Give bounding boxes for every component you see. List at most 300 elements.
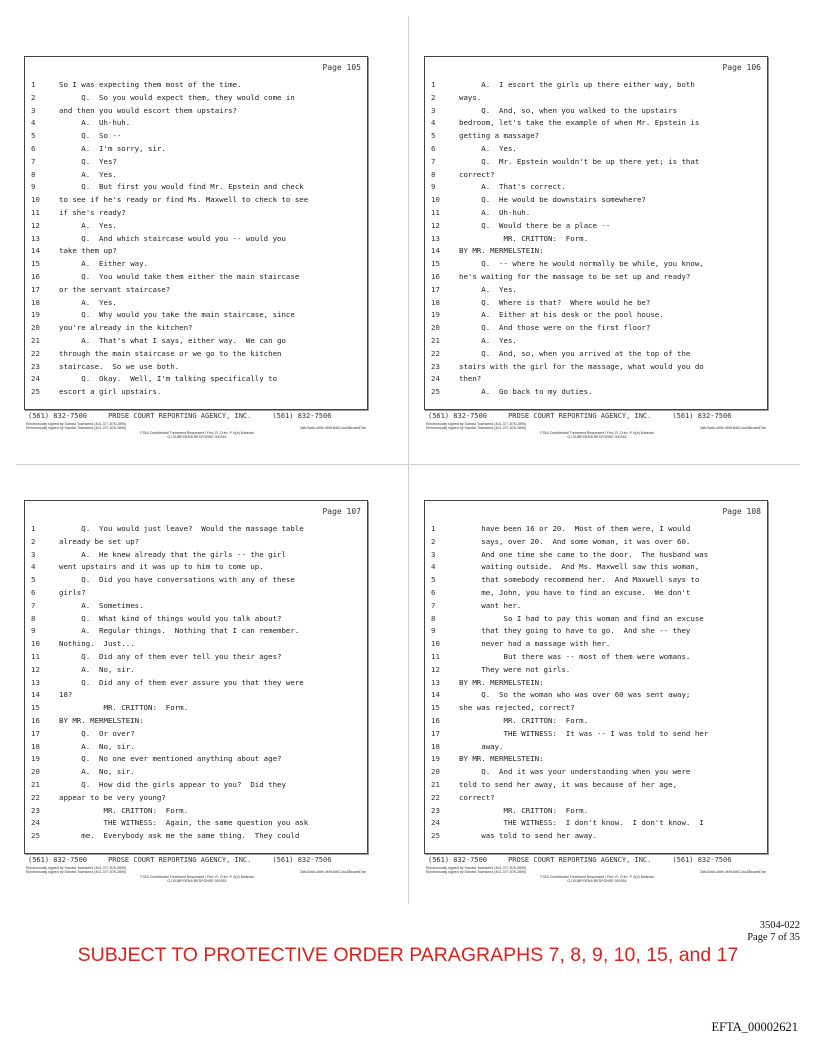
line-text: BY MR. MERMELSTEIN: bbox=[459, 677, 544, 687]
line-text: Q. Mr. Epstein wouldn't be up there yet; is that bbox=[459, 156, 700, 166]
line-text: Q. -- where he would normally be while, you know, bbox=[459, 259, 704, 269]
line-text: then? bbox=[459, 374, 482, 384]
line-number: 24 bbox=[431, 374, 440, 384]
transcript-line bbox=[25, 805, 367, 818]
line-number: 18 bbox=[431, 297, 440, 307]
line-number: 20 bbox=[31, 323, 40, 333]
line-text: Q. And, so, when you arrived at the top of the bbox=[459, 348, 691, 358]
signature-line: Electronically signed by Sandra Townsend (401-377-676-2890) bbox=[26, 870, 127, 875]
bates-stamp bbox=[747, 920, 800, 944]
line-text: Q. And, so, when you walked to the upstairs bbox=[459, 105, 678, 115]
line-number: 8 bbox=[31, 169, 36, 179]
line-number: 18 bbox=[31, 741, 40, 751]
transcript-line bbox=[25, 574, 367, 587]
subpoena-response: GJ SUBPOENA RESPONSE 000364 bbox=[567, 879, 627, 884]
line-text: you're already in the kitchen? bbox=[59, 323, 193, 333]
line-text: MR. CRITTON: Form. bbox=[59, 703, 189, 713]
transcript-line bbox=[25, 335, 367, 348]
line-text: bedroom, let's take the example of when Mr. Epstein is bbox=[459, 118, 700, 128]
transcript-line bbox=[425, 92, 767, 105]
line-number: 11 bbox=[431, 651, 440, 661]
line-text: Q. So -- bbox=[59, 131, 122, 141]
line-number: 22 bbox=[31, 792, 40, 802]
line-text: away. bbox=[459, 741, 504, 751]
line-text: take them up? bbox=[59, 246, 117, 256]
line-text: he's waiting for the massage to be set up and ready? bbox=[459, 271, 691, 281]
signature-line: Electronically signed by Sandra Townsend (401-377-676-2890) bbox=[426, 870, 527, 875]
line-number: 14 bbox=[31, 690, 40, 700]
line-number: 2 bbox=[431, 536, 436, 546]
line-text: that they going to have to go. And she -- they bbox=[459, 626, 691, 636]
line-list bbox=[25, 79, 367, 399]
line-number: 21 bbox=[431, 779, 440, 789]
line-text: Q. How did the girls appear to you? Did they bbox=[59, 779, 286, 789]
line-text: Q. Or over? bbox=[59, 728, 135, 738]
line-number: 11 bbox=[31, 651, 40, 661]
line-text: Q. Where is that? Where would he be? bbox=[459, 297, 651, 307]
foia-notice: FOIA Confidential Treatment Requested / Fed. R. Crim. P. 6(e) Material bbox=[140, 874, 254, 879]
transcript-line bbox=[425, 728, 767, 741]
line-number: 4 bbox=[431, 118, 436, 128]
line-text: A. No, sir. bbox=[59, 741, 135, 751]
transcript-line bbox=[25, 258, 367, 271]
line-text: A. He knew already that the girls -- the girl bbox=[59, 549, 286, 559]
transcript-line bbox=[25, 284, 367, 297]
transcript-line bbox=[425, 284, 767, 297]
line-list bbox=[25, 523, 367, 843]
line-number: 7 bbox=[31, 600, 36, 610]
line-text: Q. Did any of them ever tell you their ages? bbox=[59, 651, 282, 661]
transcript-line bbox=[25, 715, 367, 728]
line-number: 12 bbox=[31, 664, 40, 674]
line-number: 10 bbox=[431, 195, 440, 205]
line-number: 14 bbox=[431, 690, 440, 700]
transcript-line bbox=[25, 361, 367, 374]
transcript-line bbox=[25, 651, 367, 664]
signature-line: Electronically signed by Sandra Townsend (401-377-676-2890) bbox=[26, 426, 127, 431]
transcript-line bbox=[25, 702, 367, 715]
line-text: want her. bbox=[459, 600, 522, 610]
line-number: 11 bbox=[431, 207, 440, 217]
transcript-line bbox=[425, 105, 767, 118]
line-text: and then you would escort them upstairs? bbox=[59, 105, 237, 115]
line-text: to see if he's ready or find Ms. Maxwell to check to see bbox=[59, 195, 309, 205]
transcript-line bbox=[25, 677, 367, 690]
line-number: 9 bbox=[31, 626, 36, 636]
line-text: A. Yes. bbox=[459, 335, 517, 345]
line-number: 13 bbox=[431, 233, 440, 243]
transcript-line bbox=[425, 702, 767, 715]
line-text: And one time she came to the door. The husband was bbox=[459, 549, 709, 559]
line-number: 2 bbox=[31, 92, 36, 102]
line-text: So I had to pay this woman and find an excuse bbox=[459, 613, 704, 623]
signature-line: Electronically signed by Sandra Townsend (401-377-676-2890) bbox=[426, 866, 527, 870]
line-number: 15 bbox=[31, 703, 40, 713]
transcript-page bbox=[424, 500, 768, 884]
transcript-line bbox=[425, 194, 767, 207]
transcript-line bbox=[25, 561, 367, 574]
line-number: 4 bbox=[31, 118, 36, 128]
line-number: 16 bbox=[431, 271, 440, 281]
transcript-line bbox=[425, 651, 767, 664]
line-number: 9 bbox=[431, 182, 436, 192]
line-text: Q. Did any of them ever assure you that they were bbox=[59, 677, 304, 687]
line-number: 22 bbox=[431, 792, 440, 802]
line-number: 9 bbox=[31, 182, 36, 192]
line-number: 19 bbox=[431, 310, 440, 320]
subpoena-response: GJ SUBPOENA RESPONSE 000362 bbox=[567, 435, 627, 440]
line-text: Q. And which staircase would you -- would you bbox=[59, 233, 286, 243]
line-number: 24 bbox=[31, 374, 40, 384]
transcript-line bbox=[425, 361, 767, 374]
line-text: THE WITNESS: I don't know. I don't know. I bbox=[459, 818, 704, 828]
signature-line: Electronically signed by Sandra Townsend (401-377-676-2890) bbox=[26, 866, 127, 870]
foia-notice: FOIA Confidential Treatment Requested / Fed. R. Crim. P. 6(e) Material bbox=[540, 430, 654, 435]
reporter-footer: (561) 832-7500 PROSE COURT REPORTING AGENCY, INC. (561) 832-7506 bbox=[28, 856, 332, 864]
transcript-line bbox=[25, 728, 367, 741]
line-number: 4 bbox=[31, 562, 36, 572]
transcript-line bbox=[25, 600, 367, 613]
line-number: 7 bbox=[31, 156, 36, 166]
transcript-line bbox=[425, 297, 767, 310]
line-number: 15 bbox=[31, 259, 40, 269]
page-frame bbox=[424, 500, 768, 854]
transcript-line bbox=[25, 549, 367, 562]
line-number: 10 bbox=[31, 195, 40, 205]
line-text: getting a massage? bbox=[459, 131, 540, 141]
transcript-line bbox=[25, 523, 367, 536]
transcript-line bbox=[25, 271, 367, 284]
line-number: 21 bbox=[31, 335, 40, 345]
transcript-page bbox=[24, 56, 368, 440]
line-text: escort a girl upstairs. bbox=[59, 387, 162, 397]
line-text: through the main staircase or we go to the kitchen bbox=[59, 348, 282, 358]
line-number: 13 bbox=[31, 233, 40, 243]
transcript-line bbox=[425, 664, 767, 677]
line-text: They were not girls. bbox=[459, 664, 571, 674]
transcript-line bbox=[425, 587, 767, 600]
line-text: A. Yes. bbox=[59, 297, 117, 307]
page-number: Page 107 bbox=[322, 507, 361, 516]
line-text: Q. So the woman who was over 60 was sent away; bbox=[459, 690, 691, 700]
transcript-line bbox=[425, 766, 767, 779]
line-text: Q. Did you have conversations with any of these bbox=[59, 575, 295, 585]
transcript-line bbox=[25, 779, 367, 792]
reporter-footer: (561) 832-7500 PROSE COURT REPORTING AGENCY, INC. (561) 832-7506 bbox=[428, 412, 732, 420]
line-text: A. Yes. bbox=[59, 169, 117, 179]
line-number: 23 bbox=[431, 805, 440, 815]
transcript-line bbox=[425, 715, 767, 728]
line-number: 14 bbox=[31, 246, 40, 256]
line-text: BY MR. MERMELSTEIN: bbox=[59, 715, 144, 725]
line-number: 5 bbox=[31, 131, 36, 141]
line-text: Nothing. Just... bbox=[59, 639, 135, 649]
line-number: 23 bbox=[431, 361, 440, 371]
subpoena-response: GJ SUBPOENA RESPONSE 000361 bbox=[167, 435, 227, 440]
transcript-line bbox=[25, 156, 367, 169]
line-text: BY MR. MERMELSTEIN: bbox=[459, 754, 544, 764]
transcript-line bbox=[425, 335, 767, 348]
line-number: 2 bbox=[31, 536, 36, 546]
line-text: A. Either way. bbox=[59, 259, 148, 269]
transcript-line bbox=[25, 79, 367, 92]
line-text: A. That's what I says, either way. We can go bbox=[59, 335, 286, 345]
line-number: 8 bbox=[31, 613, 36, 623]
line-number: 15 bbox=[431, 259, 440, 269]
transcript-page bbox=[424, 56, 768, 440]
line-number: 3 bbox=[31, 105, 36, 115]
line-number: 18 bbox=[31, 297, 40, 307]
vertical-divider bbox=[408, 16, 409, 904]
line-text: Q. You would take them either the main staircase bbox=[59, 271, 300, 281]
signature-block bbox=[426, 866, 768, 884]
line-text: A. No, sir. bbox=[59, 664, 135, 674]
line-number: 24 bbox=[431, 818, 440, 828]
transcript-line bbox=[425, 130, 767, 143]
transcript-sheet bbox=[16, 16, 800, 904]
line-number: 1 bbox=[431, 524, 436, 533]
line-number: 25 bbox=[31, 387, 40, 397]
line-number: 16 bbox=[431, 715, 440, 725]
line-number: 5 bbox=[431, 131, 436, 141]
transcript-line bbox=[25, 348, 367, 361]
bates-page: Page 7 of 35 bbox=[747, 932, 800, 943]
line-number: 6 bbox=[431, 143, 436, 153]
line-number: 3 bbox=[431, 105, 436, 115]
transcript-line bbox=[425, 779, 767, 792]
line-text: A. Go back to my duties. bbox=[459, 387, 593, 397]
line-number: 10 bbox=[431, 639, 440, 649]
transcript-line bbox=[425, 181, 767, 194]
transcript-line bbox=[425, 169, 767, 182]
transcript-line bbox=[25, 753, 367, 766]
transcript-line bbox=[425, 613, 767, 626]
line-number: 3 bbox=[31, 549, 36, 559]
line-text: BY MR. MERMELSTEIN: bbox=[459, 246, 544, 256]
transcript-line bbox=[425, 677, 767, 690]
line-number: 7 bbox=[431, 156, 436, 166]
line-text: already be set up? bbox=[59, 536, 140, 546]
line-number: 17 bbox=[431, 728, 440, 738]
line-text: A. I escort the girls up there either way, both bbox=[459, 80, 695, 89]
transcript-line bbox=[425, 689, 767, 702]
transcript-line bbox=[425, 523, 767, 536]
transcript-line bbox=[25, 130, 367, 143]
line-number: 20 bbox=[431, 323, 440, 333]
page-number: Page 105 bbox=[322, 63, 361, 72]
transcript-line bbox=[425, 805, 767, 818]
transcript-line bbox=[425, 536, 767, 549]
transcript-line bbox=[25, 220, 367, 233]
transcript-line bbox=[25, 309, 367, 322]
line-number: 6 bbox=[431, 587, 436, 597]
line-number: 4 bbox=[431, 562, 436, 572]
line-text: Q. Okay. Well, I'm talking specifically to bbox=[59, 374, 278, 384]
transcript-line bbox=[425, 233, 767, 246]
transcript-line bbox=[425, 245, 767, 258]
transcript-line bbox=[25, 741, 367, 754]
line-number: 1 bbox=[31, 524, 36, 533]
line-text: told to send her away, it was because of her age, bbox=[459, 779, 678, 789]
transcript-line bbox=[425, 561, 767, 574]
transcript-line bbox=[25, 587, 367, 600]
line-number: 19 bbox=[31, 754, 40, 764]
signature-hash: 3afc3ca6-c89e-4b9f-8d01-ba28bcae87de bbox=[300, 870, 366, 874]
foia-notice: FOIA Confidential Treatment Requested / Fed. R. Crim. P. 6(e) Material bbox=[540, 874, 654, 879]
line-number: 11 bbox=[31, 207, 40, 217]
line-text: Q. So you would expect them, they would come in bbox=[59, 92, 295, 102]
line-number: 6 bbox=[31, 587, 36, 597]
line-text: staircase. So we use both. bbox=[59, 361, 180, 371]
transcript-line bbox=[25, 689, 367, 702]
line-text: says, over 20. And some woman, it was over 60. bbox=[459, 536, 691, 546]
line-number: 25 bbox=[31, 831, 40, 841]
transcript-line bbox=[25, 373, 367, 386]
line-number: 1 bbox=[431, 80, 436, 89]
protective-order-banner: SUBJECT TO PROTECTIVE ORDER PARAGRAPHS 7, 8, 9, 10, 15, and 17 bbox=[77, 944, 739, 966]
line-text: correct? bbox=[459, 792, 495, 802]
signature-block bbox=[426, 422, 768, 440]
line-number: 12 bbox=[31, 220, 40, 230]
line-text: So I was expecting them most of the time. bbox=[59, 80, 242, 89]
line-text: A. Yes. bbox=[459, 143, 517, 153]
line-text: Q. What kind of things would you talk about? bbox=[59, 613, 282, 623]
transcript-line bbox=[425, 271, 767, 284]
efta-identifier: EFTA_00002621 bbox=[711, 1020, 798, 1034]
line-text: Q. He would be downstairs somewhere? bbox=[459, 195, 646, 205]
line-text: A. That's correct. bbox=[459, 182, 566, 192]
signature-hash: 3afc3ca6-c89e-4b9f-8d01-ba28bcae87de bbox=[700, 870, 766, 874]
transcript-line bbox=[425, 156, 767, 169]
line-number: 12 bbox=[431, 220, 440, 230]
line-text: A. Either at his desk or the pool house. bbox=[459, 310, 664, 320]
line-number: 15 bbox=[431, 703, 440, 713]
transcript-line bbox=[425, 753, 767, 766]
transcript-line bbox=[425, 220, 767, 233]
transcript-page bbox=[24, 500, 368, 884]
line-text: MR. CRITTON: Form. bbox=[459, 233, 589, 243]
transcript-line bbox=[425, 309, 767, 322]
page-frame bbox=[424, 56, 768, 410]
transcript-line bbox=[425, 792, 767, 805]
line-number: 22 bbox=[431, 348, 440, 358]
signature-hash: 3afc3ca6-c89e-4b9f-8d01-ba28bcae87de bbox=[300, 426, 366, 430]
transcript-line bbox=[25, 92, 367, 105]
line-text: THE WITNESS: Again, the same question you ask bbox=[59, 818, 309, 828]
transcript-line bbox=[25, 536, 367, 549]
transcript-line bbox=[425, 79, 767, 92]
transcript-line bbox=[25, 613, 367, 626]
line-text: MR. CRITTON: Form. bbox=[459, 805, 589, 815]
line-number: 14 bbox=[431, 246, 440, 256]
transcript-line bbox=[25, 233, 367, 246]
transcript-line bbox=[25, 143, 367, 156]
line-text: went upstairs and it was up to him to come up. bbox=[59, 562, 264, 572]
line-text: A. Sometimes. bbox=[59, 600, 144, 610]
transcript-line bbox=[25, 245, 367, 258]
line-text: me, John, you have to find an excuse. We don't bbox=[459, 587, 691, 597]
line-number: 23 bbox=[31, 805, 40, 815]
line-text: MR. CRITTON: Form. bbox=[59, 805, 189, 815]
line-text: A. I'm sorry, sir. bbox=[59, 143, 166, 153]
line-number: 3 bbox=[431, 549, 436, 559]
transcript-line bbox=[25, 386, 367, 399]
line-number: 19 bbox=[31, 310, 40, 320]
line-number: 6 bbox=[31, 143, 36, 153]
line-number: 9 bbox=[431, 626, 436, 636]
line-number: 17 bbox=[431, 284, 440, 294]
line-text: MR. CRITTON: Form. bbox=[459, 715, 589, 725]
transcript-line bbox=[25, 322, 367, 335]
bates-number: 3504-022 bbox=[759, 920, 800, 931]
line-text: correct? bbox=[459, 169, 495, 179]
line-number: 21 bbox=[431, 335, 440, 345]
transcript-line bbox=[425, 625, 767, 638]
transcript-line bbox=[25, 207, 367, 220]
line-number: 5 bbox=[431, 575, 436, 585]
line-number: 16 bbox=[31, 715, 40, 725]
transcript-line bbox=[425, 741, 767, 754]
transcript-line bbox=[425, 207, 767, 220]
line-text: A. Uh-huh. bbox=[459, 207, 531, 217]
transcript-line bbox=[425, 817, 767, 830]
foia-notice: FOIA Confidential Treatment Requested / Fed. R. Crim. P. 6(e) Material bbox=[140, 430, 254, 435]
transcript-line bbox=[425, 322, 767, 335]
line-text: Q. But first you would find Mr. Epstein and check bbox=[59, 182, 304, 192]
line-number: 12 bbox=[431, 664, 440, 674]
transcript-line bbox=[425, 600, 767, 613]
line-text: never had a massage with her. bbox=[459, 639, 611, 649]
line-list bbox=[425, 523, 767, 843]
line-text: ways. bbox=[459, 92, 482, 102]
transcript-line bbox=[425, 386, 767, 399]
line-text: But there was -- most of them were womans. bbox=[459, 651, 691, 661]
line-text: A. No, sir. bbox=[59, 767, 135, 777]
line-text: A. Regular things. Nothing that I can remember. bbox=[59, 626, 300, 636]
transcript-line bbox=[425, 348, 767, 361]
page-frame bbox=[24, 56, 368, 410]
subpoena-response: GJ SUBPOENA RESPONSE 000363 bbox=[167, 879, 227, 884]
line-number: 22 bbox=[31, 348, 40, 358]
line-text: Q. Would there be a place -- bbox=[459, 220, 611, 230]
transcript-line bbox=[25, 664, 367, 677]
line-number: 10 bbox=[31, 639, 40, 649]
line-number: 1 bbox=[31, 80, 36, 89]
transcript-line bbox=[425, 373, 767, 386]
transcript-line bbox=[25, 117, 367, 130]
line-text: stairs with the girl for the massage, what would you do bbox=[459, 361, 704, 371]
transcript-line bbox=[425, 258, 767, 271]
reporter-footer: (561) 832-7500 PROSE COURT REPORTING AGENCY, INC. (561) 832-7506 bbox=[28, 412, 332, 420]
line-text: Q. You would just leave? Would the massage table bbox=[59, 524, 304, 533]
line-number: 13 bbox=[431, 677, 440, 687]
line-number: 7 bbox=[431, 600, 436, 610]
line-text: A. Yes. bbox=[459, 284, 517, 294]
line-text: me. Everybody ask me the same thing. They could bbox=[59, 831, 300, 841]
line-number: 25 bbox=[431, 831, 440, 841]
transcript-line bbox=[25, 830, 367, 843]
line-number: 20 bbox=[431, 767, 440, 777]
transcript-line bbox=[425, 638, 767, 651]
line-text: that somebody recommend her. And Maxwell says to bbox=[459, 575, 700, 585]
signature-block bbox=[26, 422, 368, 440]
line-text: Q. And those were on the first floor? bbox=[459, 323, 651, 333]
transcript-line bbox=[25, 169, 367, 182]
transcript-line bbox=[425, 117, 767, 130]
line-text: THE WITNESS: It was -- I was told to send her bbox=[459, 728, 709, 738]
line-number: 23 bbox=[31, 361, 40, 371]
line-number: 24 bbox=[31, 818, 40, 828]
